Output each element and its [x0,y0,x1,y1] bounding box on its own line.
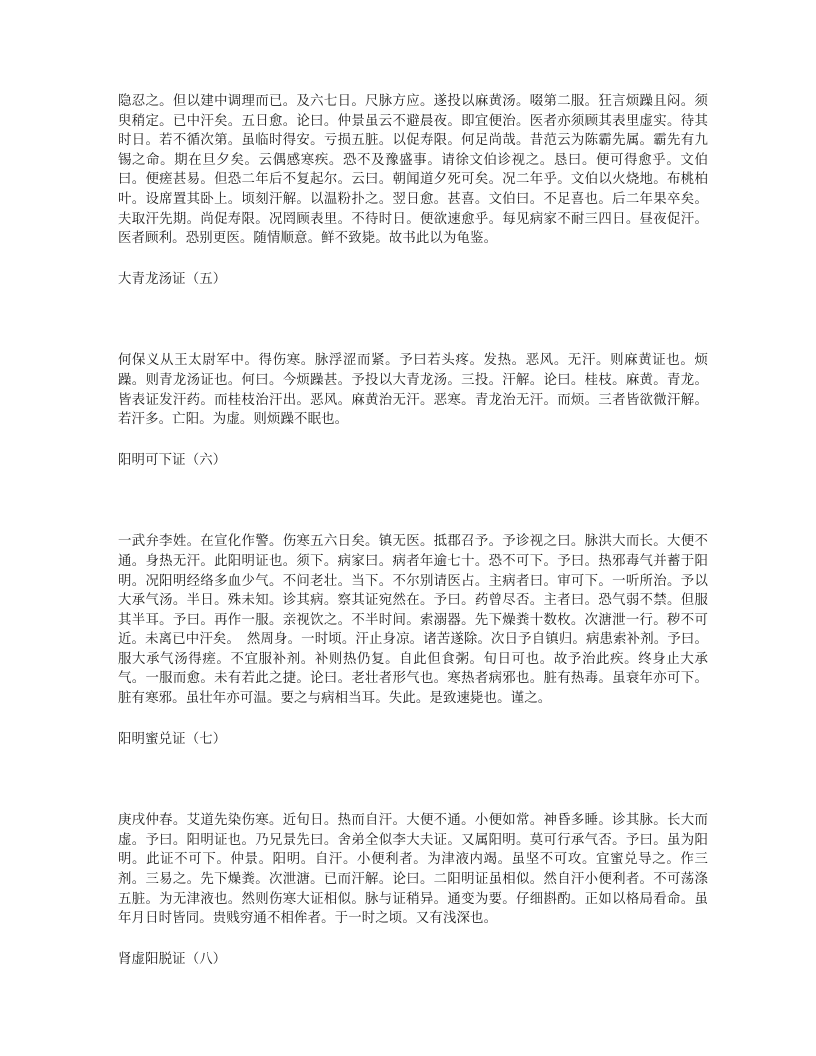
spacer [118,749,708,811]
spacer [118,929,708,950]
section-heading-5: 大青龙汤证（五） [118,271,227,287]
document-page [118,92,708,969]
spacer [118,709,708,730]
paragraph-intro: 隐忍之。但以建中调理而已。及六七日。尺脉方应。遂投以麻黄汤。啜第二服。狂言烦躁且闷。须臾稍定。已中汗矣。五日愈。论曰。仲景虽云不避晨夜。即宜便治。医者亦须顾其表里虚实。待其时日。若不循次第。虽临时得安。亏损五脏。以促寿限。何足尚哉。昔范云为陈霸先属。霸先有九锡之命。期在旦夕矣。云偶感寒疾。恐不及豫盛事。请徐文伯诊视之。恳曰。便可得愈乎。文伯曰。便瘥甚易。但恐二年后不复起尔。云曰。朝闻道夕死可矣。况二年乎。文伯以火烧地。布桃柏叶。设席置其卧上。顷刻汗解。以温粉扑之。翌日愈。甚喜。文伯曰。不足喜也。后二年果卒矣。夫取汗先期。尚促寿限。况罔顾表里。不待时日。便欲速愈乎。每见病家不耐三四日。昼夜促汗。医者顾利。恐别更医。随情顺意。鲜不致毙。故书此以为龟鉴。 [118,94,708,247]
section-heading-8: 肾虚阳脱证（八） [118,951,227,967]
section-heading-7: 阳明蜜兑证（七） [118,731,227,747]
spacer [118,430,708,451]
spacer [118,470,708,532]
paragraph-section-7: 庚戌仲春。艾道先染伤寒。近旬日。热而自汗。大便不通。小便如常。神昏多睡。诊其脉。长大而虚。予曰。阳明证也。乃兄景先曰。舍弟全似李大夫证。又属阳明。莫可行承气否。予曰。虽为阳明。此证不可下。仲景。阳明。自汗。小便利者。为津液内竭。虽坚不可攻。宜蜜兑导之。作三剂。三易之。先下燥粪。次泄溏。已而汗解。论曰。二阳明证虽相似。然自汗小便利者。不可荡涤五脏。为无津液也。然则伤寒大证相似。脉与证稍异。通变为要。仔细斟酌。正如以格局看命。虽年月日时皆同。贵贱穷通不相侔者。于一时之顷。又有浅深也。 [118,813,708,927]
spacer [118,249,708,270]
paragraph-section-5: 何保义从王太尉军中。得伤寒。脉浮涩而紧。予曰若头疼。发热。恶风。无汗。则麻黄证也。烦躁。则青龙汤证也。何曰。今烦躁甚。予投以大青龙汤。三投。汗解。论曰。桂枝。麻黄。青龙。皆表证发汗药。而桂枝治汗出。恶风。麻黄治无汗。恶寒。青龙治无汗。而烦。三者皆欲微汗解。若汗多。亡阳。为虚。则烦躁不眠也。 [118,353,708,428]
spacer [118,289,708,351]
paragraph-section-6: 一武弁李姓。在宣化作警。伤寒五六日矣。镇无医。抵郡召予。予诊视之曰。脉洪大而长。大便不通。身热无汗。此阳明证也。须下。病家曰。病者年逾七十。恐不可下。予曰。热邪毒气并蓄于阳明。况阳明经络多血少气。不问老壮。当下。不尔别请医占。主病者曰。审可下。一听所治。予以大承气汤。半日。殊未知。诊其病。察其证宛然在。予曰。药曾尽否。主者曰。恐气弱不禁。但服其半耳。予曰。再作一服。亲视饮之。不半时间。索溺器。先下燥粪十数枚。次溏泄一行。秽不可近。未离已中汗矣。 然周身。一时顷。汗止身凉。诸苦遂除。次日予自镇归。病患索补剂。予曰。服大承气汤得瘥。不宜服补剂。补则热仍复。自此但食粥。旬日可也。故予治此疾。终身止大承气。一服而愈。未有若此之捷。论曰。老壮者形气也。寒热者病邪也。脏有热毒。虽衰年亦可下。脏有寒邪。虽壮年亦可温。要之与病相当耳。失此。是致速毙也。谨之。 [118,534,708,707]
section-heading-6: 阳明可下证（六） [118,452,227,468]
